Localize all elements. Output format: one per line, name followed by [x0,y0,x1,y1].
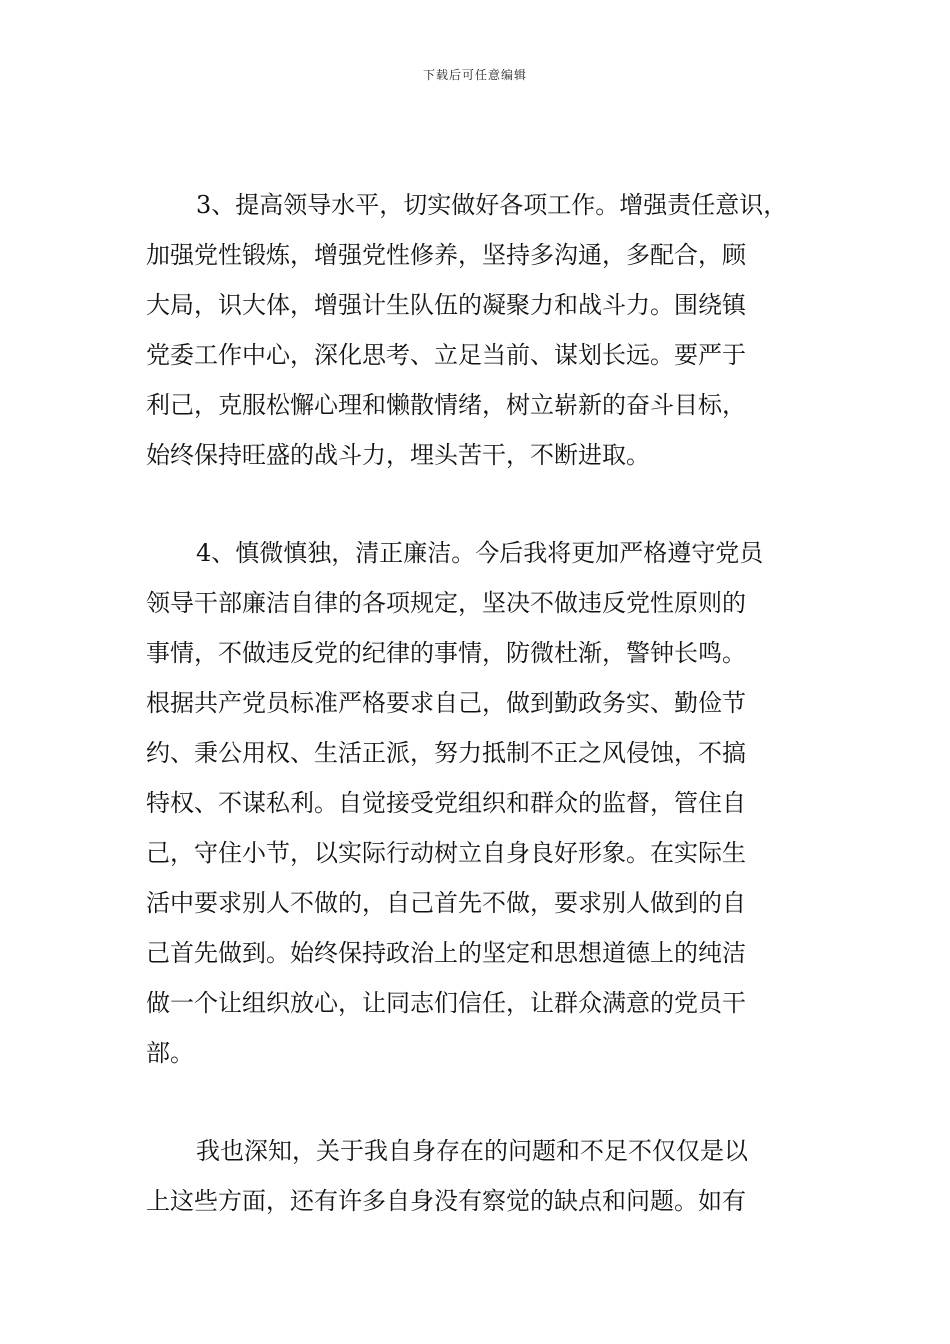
paragraph-line: 做一个让组织放心，让同志们信任，让群众满意的党员干 [146,989,746,1017]
paragraph-line: 部。 [146,1039,194,1067]
paragraph-line: 己，守住小节，以实际行动树立自身良好形象。在实际生 [146,839,746,867]
paragraph-4-integrity [146,528,816,1078]
paragraph-self-reflection [146,1126,816,1226]
paragraph-spacer [146,480,816,528]
paragraph-line: 加强党性锻炼，增强党性修养，坚持多沟通，多配合，顾 [146,241,746,269]
paragraph-line: 特权、不谋私利。自觉接受党组织和群众的监督，管住自 [146,789,746,817]
paragraph-line: 根据共产党员标准严格要求自己，做到勤政务实、勤俭节 [146,689,746,717]
paragraph-line: 大局，识大体，增强计生队伍的凝聚力和战斗力。围绕镇 [146,291,746,319]
paragraph-line: 4、慎微慎独，清正廉洁。今后我将更加严格遵守党员 [196,539,764,567]
paragraph-3-leadership [146,180,816,480]
paragraph-line: 我也深知，关于我自身存在的问题和不足不仅仅是以 [196,1137,748,1165]
paragraph-line: 始终保持旺盛的战斗力，埋头苦干，不断进取。 [146,441,650,469]
paragraph-line: 约、秉公用权、生活正派，努力抵制不正之风侵蚀，不搞 [146,739,746,767]
paragraph-line: 领导干部廉洁自律的各项规定，坚决不做违反党性原则的 [146,589,746,617]
paragraph-spacer [146,1078,816,1126]
paragraph-line: 事情，不做违反党的纪律的事情，防微杜渐，警钟长鸣。 [146,639,746,667]
document-body [146,180,816,1226]
paragraph-line: 己首先做到。始终保持政治上的坚定和思想道德上的纯洁 [146,939,746,967]
paragraph-line: 利己，克服松懈心理和懒散情绪，树立崭新的奋斗目标， [146,391,746,419]
paragraph-line: 3、提高领导水平，切实做好各项工作。增强责任意识， [196,191,788,219]
page-header: 下载后可任意编辑 [422,68,527,82]
paragraph-line: 活中要求别人不做的，自己首先不做，要求别人做到的自 [146,889,746,917]
paragraph-line: 上这些方面，还有许多自身没有察觉的缺点和问题。如有 [146,1187,746,1215]
paragraph-line: 党委工作中心，深化思考、立足当前、谋划长远。要严于 [146,341,746,369]
